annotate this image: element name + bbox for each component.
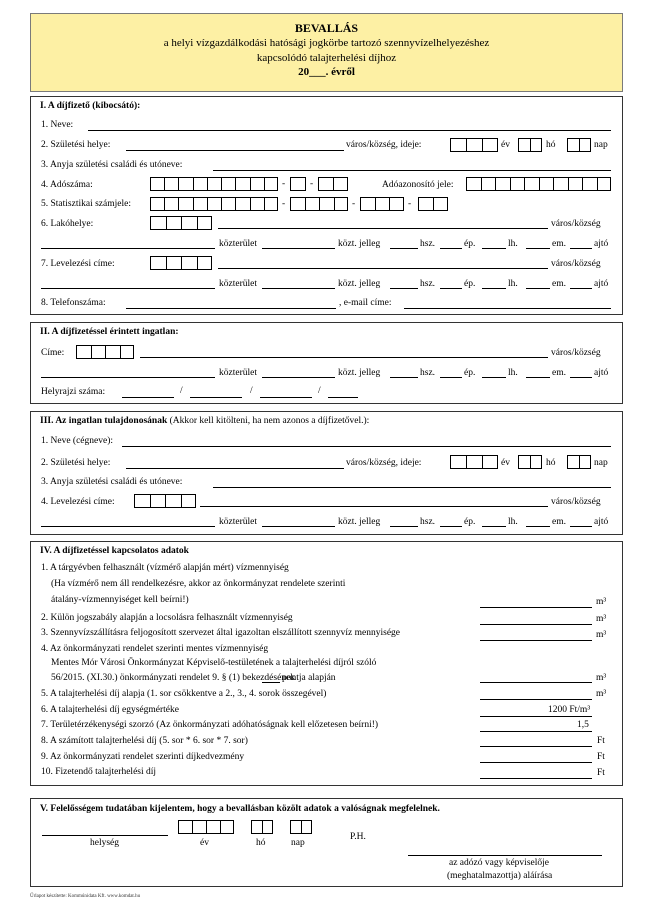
payer-stat-cells-3[interactable]: [360, 197, 404, 211]
row4-label-c: 56/2015. (XI.30.) önkormányzati rendelet 9. § (1) bekezdésének: [51, 673, 296, 683]
dash: -: [310, 179, 314, 189]
declaration-day-label: nap: [291, 838, 305, 848]
payer-em-field[interactable]: [526, 248, 550, 249]
cell-divider: [582, 178, 583, 190]
cell-divider: [568, 178, 569, 190]
unit-ft: Ft: [597, 752, 605, 762]
section-owner-title: III. Az ingatlan tulajdonosának: [40, 416, 168, 426]
payer-stat-label: 5. Statisztikai számjele:: [41, 199, 131, 209]
signature-label-1: az adózó vagy képviselője: [449, 858, 549, 868]
payer-mother-field[interactable]: [213, 170, 611, 171]
cell-divider: [466, 456, 467, 468]
cell-divider: [91, 346, 92, 358]
unit-m3: m³: [596, 673, 607, 683]
unit-m3: m³: [596, 597, 607, 607]
cell-divider: [181, 217, 182, 229]
row8-value-field[interactable]: [480, 746, 592, 747]
owner-mail-label: 4. Levelezési címe:: [41, 497, 115, 507]
payer-mail-lh-field[interactable]: [482, 288, 506, 289]
cell-divider: [334, 198, 335, 210]
cell-divider: [553, 178, 554, 190]
payer-taxno-label: 4. Adószáma:: [41, 180, 93, 190]
row2-value-field[interactable]: [480, 624, 592, 625]
row6-value: 1200 Ft/m³: [548, 705, 591, 715]
cell-divider: [539, 178, 540, 190]
owner-em-field[interactable]: [526, 526, 550, 527]
cell-divider: [193, 198, 194, 210]
row6-label: 6. A talajterhelési díj egységmértéke: [41, 705, 179, 715]
payer-mail-em-field[interactable]: [526, 288, 550, 289]
ajto-label: ajtó: [594, 239, 609, 249]
cell-divider: [375, 198, 376, 210]
payer-ep-field[interactable]: [440, 248, 462, 249]
property-street-field[interactable]: [41, 377, 215, 378]
owner-street-type-field[interactable]: [262, 526, 335, 527]
property-lh-field[interactable]: [482, 377, 506, 378]
row9-label: 9. Az önkormányzati rendelet szerinti díjkedvezmény: [41, 752, 245, 762]
owner-name-label: 1. Neve (cégneve):: [41, 436, 114, 446]
em-label: em.: [552, 517, 566, 527]
cell-divider: [301, 821, 302, 833]
row1-value-field[interactable]: [480, 607, 592, 608]
payer-mail-ajto-field[interactable]: [570, 288, 592, 289]
street-type-label: közt. jelleg: [338, 279, 381, 289]
cell-divider: [207, 198, 208, 210]
cell-divider: [524, 178, 525, 190]
cell-divider: [235, 198, 236, 210]
row4-label-a: 4. Az önkormányzati rendelet szerinti mentes vízmennyiség: [41, 644, 269, 654]
year-label: év: [501, 458, 510, 468]
payer-stat-cells-2[interactable]: [290, 197, 348, 211]
cell-divider: [333, 178, 334, 190]
owner-birthdate-label: város/község, ideje:: [346, 458, 422, 468]
cell-divider: [178, 178, 179, 190]
payer-taxno-code[interactable]: [290, 177, 306, 191]
declaration-place-field[interactable]: [42, 835, 168, 836]
row7-value: 1,5: [577, 720, 589, 730]
unit-m3: m³: [596, 689, 607, 699]
owner-hsz-field[interactable]: [390, 526, 418, 527]
ajto-label: ajtó: [594, 368, 609, 378]
row4-paragraph-field[interactable]: [262, 682, 280, 683]
cell-divider: [466, 139, 467, 151]
cell-divider: [207, 178, 208, 190]
row7-value-line: [480, 731, 592, 732]
section-fee-title: IV. A díjfizetéssel kapcsolatos adatok: [40, 546, 189, 556]
section-owner: [30, 411, 623, 535]
day-label: nap: [594, 140, 608, 150]
hsz-label: hsz.: [420, 239, 436, 249]
owner-birthplace-field[interactable]: [126, 468, 344, 469]
payer-street-type-field[interactable]: [262, 248, 335, 249]
owner-mail-city-field[interactable]: [200, 506, 548, 507]
row9-value-field[interactable]: [480, 762, 592, 763]
city-label: város/község: [551, 497, 601, 507]
cell-divider: [181, 495, 182, 507]
property-ajto-field[interactable]: [570, 377, 592, 378]
cell-divider: [197, 257, 198, 269]
owner-mother-label: 3. Anyja születési családi és utóneve:: [41, 477, 183, 487]
cell-divider: [192, 821, 193, 833]
year-label: év: [501, 140, 510, 150]
declaration-month-label: hó: [256, 838, 266, 848]
payer-address-label: 6. Lakóhelye:: [41, 219, 94, 229]
row4-label-d: pontja alapján: [282, 673, 336, 683]
row3-label: 3. Szennyvízszállításra feljogosított szervezet által igazoltan elszállított szennyvíz mennyisége: [41, 628, 401, 638]
section-property-title: II. A díjfizetéssel érintett ingatlan:: [40, 327, 179, 337]
payer-mail-hsz-field[interactable]: [390, 288, 418, 289]
cell-divider: [164, 178, 165, 190]
stamp-placeholder: P.H.: [350, 832, 366, 842]
city-label: város/község: [551, 259, 601, 269]
hsz-label: hsz.: [420, 517, 436, 527]
property-hrsz-field-2[interactable]: [190, 397, 242, 398]
payer-zip-cells[interactable]: [150, 216, 212, 230]
row1-label-a: 1. A tárgyévben felhasznált (vízmérő alapján mért) vízmennyiség: [41, 563, 289, 573]
ep-label: ép.: [464, 368, 476, 378]
unit-ft: Ft: [597, 736, 605, 746]
street-type-label: közt. jelleg: [338, 517, 381, 527]
row5-value-field[interactable]: [480, 699, 592, 700]
em-label: em.: [552, 279, 566, 289]
row10-label: 10. Fizetendő talajterhelési díj: [41, 767, 157, 777]
cell-divider: [220, 821, 221, 833]
cell-divider: [221, 178, 222, 190]
payer-birthdate-label: város/község, ideje:: [346, 140, 422, 150]
owner-ajto-field[interactable]: [570, 526, 592, 527]
cell-divider: [389, 198, 390, 210]
payer-birth-year[interactable]: [450, 138, 498, 152]
row4-label-b: Mentes Mór Városi Önkormányzat Képviselő-testületének a talajterhelési díjról szóló: [51, 658, 377, 668]
owner-birth-month[interactable]: [518, 455, 542, 469]
unit-m3: m³: [596, 614, 607, 624]
form-subtitle-1: a helyi vízgazdálkodási hatósági jogkörbe tartozó szennyvízelhelyezéshez: [163, 37, 490, 49]
payer-stat-cells-1[interactable]: [150, 197, 278, 211]
cell-divider: [319, 198, 320, 210]
payer-stat-cells-4[interactable]: [418, 197, 448, 211]
owner-name-field[interactable]: [122, 446, 611, 447]
ep-label: ép.: [464, 517, 476, 527]
property-hrsz-label: Helyrajzi száma:: [41, 387, 106, 397]
row7-label: 7. Területérzékenységi szorzó (Az önkormányzati adóhatóságnak kell előzetesen beírni!): [41, 720, 379, 730]
slash: /: [180, 386, 183, 396]
cell-divider: [165, 495, 166, 507]
owner-ep-field[interactable]: [440, 526, 462, 527]
owner-birth-year[interactable]: [450, 455, 498, 469]
form-title: BEVALLÁS: [294, 21, 359, 35]
slash: /: [250, 386, 253, 396]
payer-name-field[interactable]: [88, 130, 611, 131]
street-label: közterület: [219, 368, 257, 378]
payer-birth-month[interactable]: [518, 138, 542, 152]
owner-street-field[interactable]: [41, 526, 215, 527]
ajto-label: ajtó: [594, 279, 609, 289]
unit-m3: m³: [596, 630, 607, 640]
payer-ajto-field[interactable]: [570, 248, 592, 249]
footer-credit: Űrlapot készítette: Kommúnidata Kft. www.komdat.hu: [30, 894, 141, 899]
cell-divider: [250, 198, 251, 210]
city-label: város/község: [551, 348, 601, 358]
row2-label: 2. Külön jogszabály alapján a locsolásra felhasznált vízmennyiség: [41, 613, 293, 623]
street-type-label: közt. jelleg: [338, 368, 381, 378]
em-label: em.: [552, 239, 566, 249]
row3-value-field[interactable]: [480, 640, 592, 641]
cell-divider: [181, 257, 182, 269]
declaration-month-cells[interactable]: [251, 820, 273, 834]
cell-divider: [579, 139, 580, 151]
cell-divider: [482, 456, 483, 468]
month-label: hó: [546, 140, 556, 150]
property-hsz-field[interactable]: [390, 377, 418, 378]
payer-hsz-field[interactable]: [390, 248, 418, 249]
cell-divider: [305, 198, 306, 210]
ajto-label: ajtó: [594, 517, 609, 527]
cell-divider: [105, 346, 106, 358]
cell-divider: [164, 198, 165, 210]
owner-birthplace-label: 2. Születési helye:: [41, 458, 111, 468]
ep-label: ép.: [464, 239, 476, 249]
payer-mail-ep-field[interactable]: [440, 288, 462, 289]
cell-divider: [530, 456, 531, 468]
section-declaration-title: V. Felelősségem tudatában kijelentem, hogy a bevallásban közölt adatok a valóságnak megfelelnek.: [40, 804, 440, 814]
row10-value-field[interactable]: [480, 778, 592, 779]
hsz-label: hsz.: [420, 368, 436, 378]
payer-birthplace-label: 2. Születési helye:: [41, 140, 111, 150]
lh-label: lh.: [508, 279, 518, 289]
declaration-year-label: év: [200, 838, 209, 848]
payer-mail-street-type-field[interactable]: [262, 288, 335, 289]
payer-street-field[interactable]: [41, 248, 215, 249]
cell-divider: [178, 198, 179, 210]
payer-phone-label: 8. Telefonszáma:: [41, 298, 106, 308]
payer-mail-street-field[interactable]: [41, 288, 215, 289]
cell-divider: [481, 178, 482, 190]
owner-birth-day[interactable]: [567, 455, 591, 469]
owner-mail-zip-cells[interactable]: [134, 494, 196, 508]
em-label: em.: [552, 368, 566, 378]
property-hrsz-field-1[interactable]: [122, 397, 174, 398]
cell-divider: [221, 198, 222, 210]
declaration-place-label: helység: [90, 838, 120, 848]
cell-divider: [150, 495, 151, 507]
owner-lh-field[interactable]: [482, 526, 506, 527]
cell-divider: [264, 198, 265, 210]
payer-email-label: , e-mail címe:: [339, 298, 392, 308]
dash: -: [282, 179, 286, 189]
property-em-field[interactable]: [526, 377, 550, 378]
lh-label: lh.: [508, 368, 518, 378]
row1-label-c: átalány-vízmennyiséget kell beírni!): [51, 595, 189, 605]
payer-lh-field[interactable]: [482, 248, 506, 249]
payer-mail-city-field[interactable]: [218, 268, 548, 269]
ep-label: ép.: [464, 279, 476, 289]
property-street-type-field[interactable]: [262, 377, 335, 378]
cell-divider: [250, 178, 251, 190]
city-label: város/község: [551, 219, 601, 229]
property-hrsz-field-3[interactable]: [260, 397, 312, 398]
cell-divider: [482, 139, 483, 151]
form-year: 20___. évről: [298, 66, 355, 78]
lh-label: lh.: [508, 517, 518, 527]
section-owner-heading: [40, 416, 369, 426]
row4-value-field[interactable]: [480, 682, 592, 683]
property-zip-cells[interactable]: [76, 345, 134, 359]
dash: -: [408, 199, 412, 209]
signature-label-2: (meghatalmazottja) aláírása: [447, 871, 553, 881]
row5-label: 5. A talajterhelési díj alapja (1. sor csökkentve a 2., 3., 4. sorok összegével): [41, 689, 327, 699]
cell-divider: [120, 346, 121, 358]
payer-name-label: 1. Neve:: [41, 120, 74, 130]
property-ep-field[interactable]: [440, 377, 462, 378]
form-header: [30, 13, 623, 92]
payer-taxid-label: Adóazonosító jele:: [382, 180, 454, 190]
property-address-label: Címe:: [41, 348, 65, 358]
declaration-day-cells[interactable]: [290, 820, 312, 834]
payer-taxno-cells[interactable]: [150, 177, 278, 191]
cell-divider: [166, 217, 167, 229]
row6-value-line: [480, 716, 592, 717]
row8-label: 8. A számított talajterhelési díj (5. sor * 6. sor * 7. sor): [41, 736, 248, 746]
payer-mail-zip-cells[interactable]: [150, 256, 212, 270]
cell-divider: [264, 178, 265, 190]
street-label: közterület: [219, 239, 257, 249]
signature-field[interactable]: [408, 855, 602, 856]
payer-city-field[interactable]: [218, 228, 548, 229]
cell-divider: [510, 178, 511, 190]
cell-divider: [597, 178, 598, 190]
cell-divider: [166, 257, 167, 269]
unit-ft: Ft: [597, 768, 605, 778]
payer-taxid-cells[interactable]: [466, 177, 611, 191]
payer-email-field[interactable]: [404, 308, 611, 309]
month-label: hó: [546, 458, 556, 468]
payer-mail-label: 7. Levelezési címe:: [41, 259, 115, 269]
street-label: közterület: [219, 279, 257, 289]
cell-divider: [579, 456, 580, 468]
payer-mother-label: 3. Anyja születési családi és utóneve:: [41, 160, 183, 170]
dash: -: [282, 199, 286, 209]
owner-mother-field[interactable]: [213, 487, 611, 488]
cell-divider: [235, 178, 236, 190]
cell-divider: [197, 217, 198, 229]
lh-label: lh.: [508, 239, 518, 249]
row1-label-b: (Ha vízmérő nem áll rendelkezésre, akkor az önkormányzat rendelete szerinti: [51, 579, 346, 589]
section-payer-title: I. A díjfizető (kibocsátó):: [40, 101, 141, 111]
cell-divider: [433, 198, 434, 210]
hsz-label: hsz.: [420, 279, 436, 289]
declaration-year-cells[interactable]: [178, 820, 234, 834]
street-label: közterület: [219, 517, 257, 527]
dash: -: [352, 199, 356, 209]
cell-divider: [262, 821, 263, 833]
payer-birthplace-field[interactable]: [126, 150, 344, 151]
cell-divider: [193, 178, 194, 190]
slash: /: [318, 386, 321, 396]
property-city-field[interactable]: [140, 357, 548, 358]
street-type-label: közt. jelleg: [338, 239, 381, 249]
payer-birth-day[interactable]: [567, 138, 591, 152]
day-label: nap: [594, 458, 608, 468]
payer-taxno-county[interactable]: [318, 177, 348, 191]
form-subtitle-2: kapcsolódó talajterhelési díjhoz: [256, 52, 397, 64]
payer-phone-field[interactable]: [126, 308, 336, 309]
cell-divider: [530, 139, 531, 151]
cell-divider: [206, 821, 207, 833]
section-owner-note: (Akkor kell kitölteni, ha nem azonos a díjfizetővel.):: [169, 416, 370, 426]
cell-divider: [495, 178, 496, 190]
property-hrsz-field-4[interactable]: [328, 397, 358, 398]
